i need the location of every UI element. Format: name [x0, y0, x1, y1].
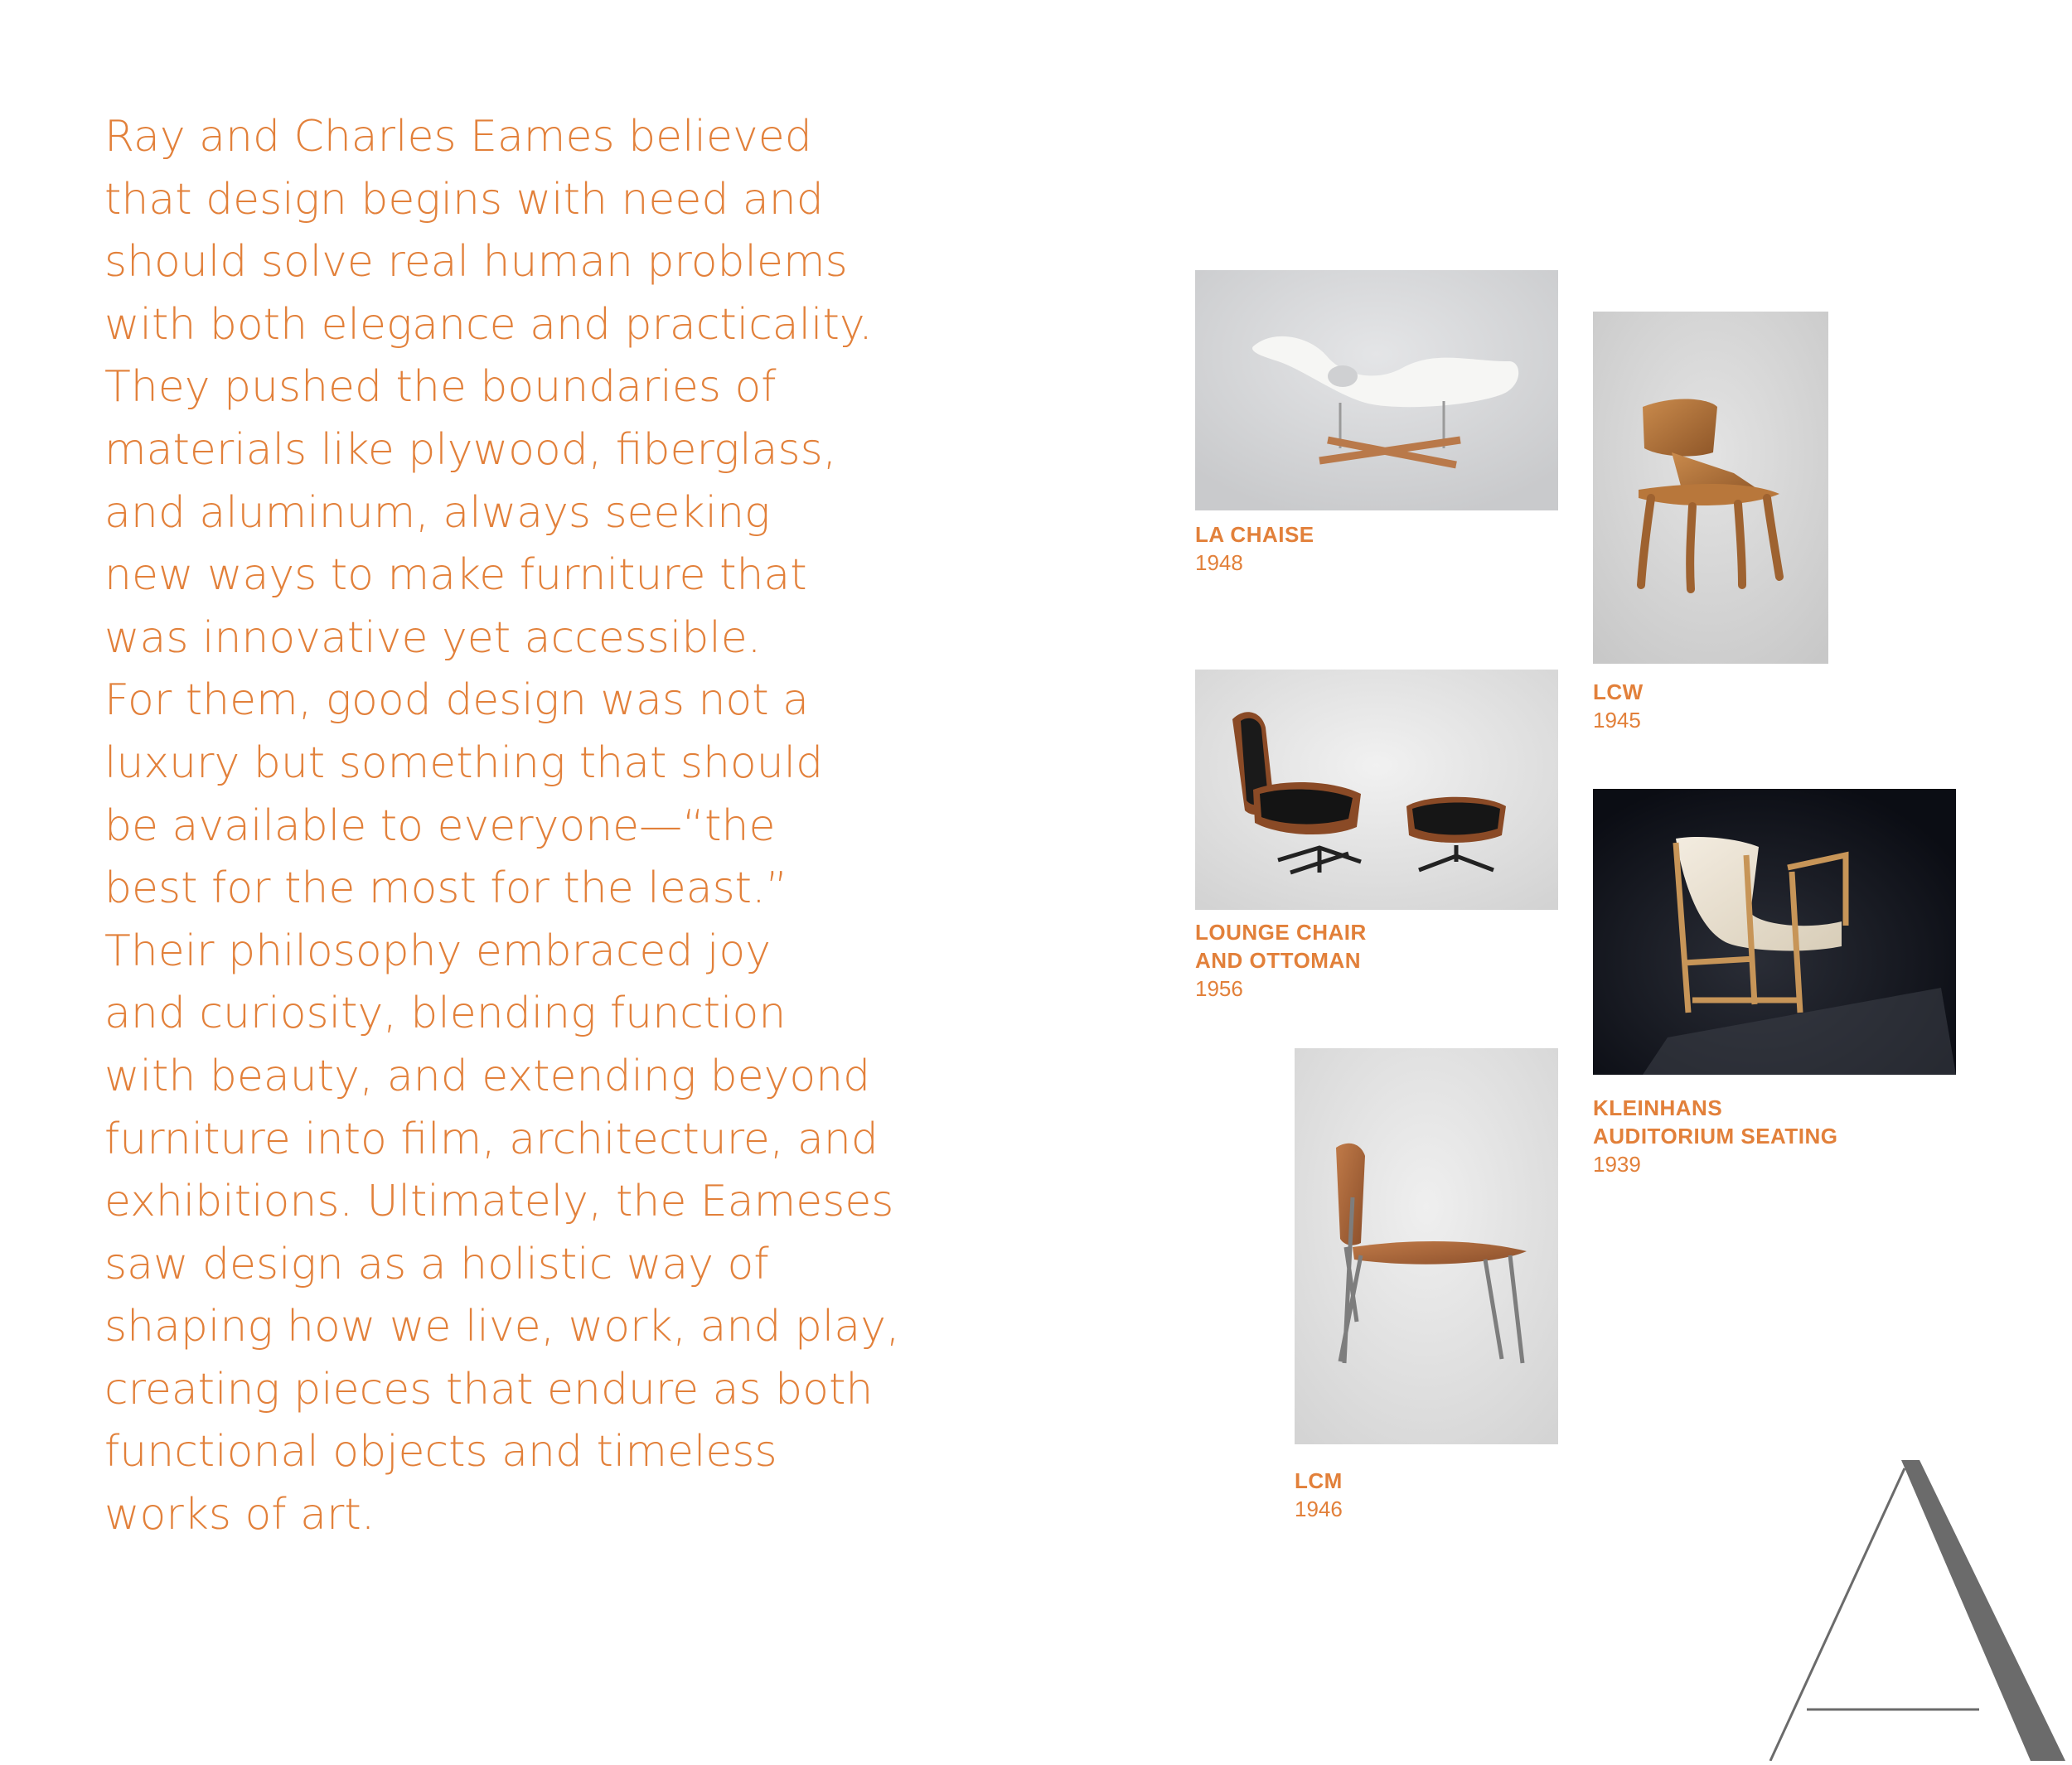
essay-line: materials like plywood, fiberglass,	[104, 424, 837, 475]
lcw-photo	[1593, 312, 1828, 664]
kleinhans-title-line2: AUDITORIUM SEATING	[1593, 1124, 1838, 1148]
essay-line: best for the most for the least.”	[104, 863, 788, 914]
lcw-title: LCW	[1593, 679, 1644, 704]
essay-text	[104, 106, 958, 1547]
lcw-caption	[1593, 678, 1644, 734]
essay-line: with beauty, and extending beyond	[104, 1051, 871, 1101]
la-chaise-photo	[1195, 270, 1558, 510]
kleinhans-year: 1939	[1593, 1152, 1641, 1177]
essay-line: be available to everyone—“the	[104, 800, 776, 851]
la-chaise-title: LA CHAISE	[1195, 522, 1314, 547]
lounge-chair-caption	[1195, 918, 1367, 1003]
essay-line: Their philosophy embraced joy	[104, 926, 771, 976]
essay-line: functional objects and timeless	[104, 1427, 777, 1477]
essay-line: For them, good design was not a	[104, 675, 810, 726]
lounge-chair-photo	[1195, 670, 1558, 910]
la-chaise-year: 1948	[1195, 550, 1243, 575]
essay-line: works of art.	[104, 1490, 375, 1540]
essay-line: and curiosity, blending function	[104, 989, 787, 1039]
kleinhans-caption	[1593, 1094, 1837, 1178]
essay-line: with both elegance and practicality.	[104, 299, 873, 350]
essay-line: and aluminum, always seeking	[104, 487, 771, 538]
lounge-chair-title-line2: AND OTTOMAN	[1195, 948, 1362, 973]
essay-line: They pushed the boundaries of	[104, 362, 777, 413]
essay-line: saw design as a holistic way of	[104, 1239, 769, 1289]
lcm-photo	[1295, 1048, 1558, 1444]
lounge-chair-title-line1: LOUNGE CHAIR	[1195, 920, 1367, 945]
essay-line: that design begins with need and	[104, 174, 824, 225]
kleinhans-seating-photo	[1593, 789, 1956, 1075]
essay-line: creating pieces that endure as both	[104, 1364, 874, 1414]
lcm-title: LCM	[1295, 1468, 1343, 1493]
lcm-caption	[1295, 1467, 1343, 1523]
essay-line: luxury but something that should	[104, 737, 824, 788]
essay-line: furniture into film, architecture, and	[104, 1114, 879, 1164]
a-logo	[1749, 1458, 2072, 1761]
lcm-year: 1946	[1295, 1497, 1343, 1521]
essay-line: new ways to make furniture that	[104, 550, 807, 601]
essay-line: was innovative yet accessible.	[104, 612, 762, 663]
kleinhans-title-line1: KLEINHANS	[1593, 1095, 1723, 1120]
essay-line: exhibitions. Ultimately, the Eameses	[104, 1177, 894, 1227]
essay-line: should solve real human problems	[104, 237, 848, 288]
lcw-year: 1945	[1593, 708, 1641, 733]
lounge-chair-year: 1956	[1195, 976, 1243, 1001]
la-chaise-caption	[1195, 520, 1314, 577]
essay-line: shaping how we live, work, and play,	[104, 1302, 900, 1352]
essay-line: Ray and Charles Eames believed	[104, 112, 812, 162]
